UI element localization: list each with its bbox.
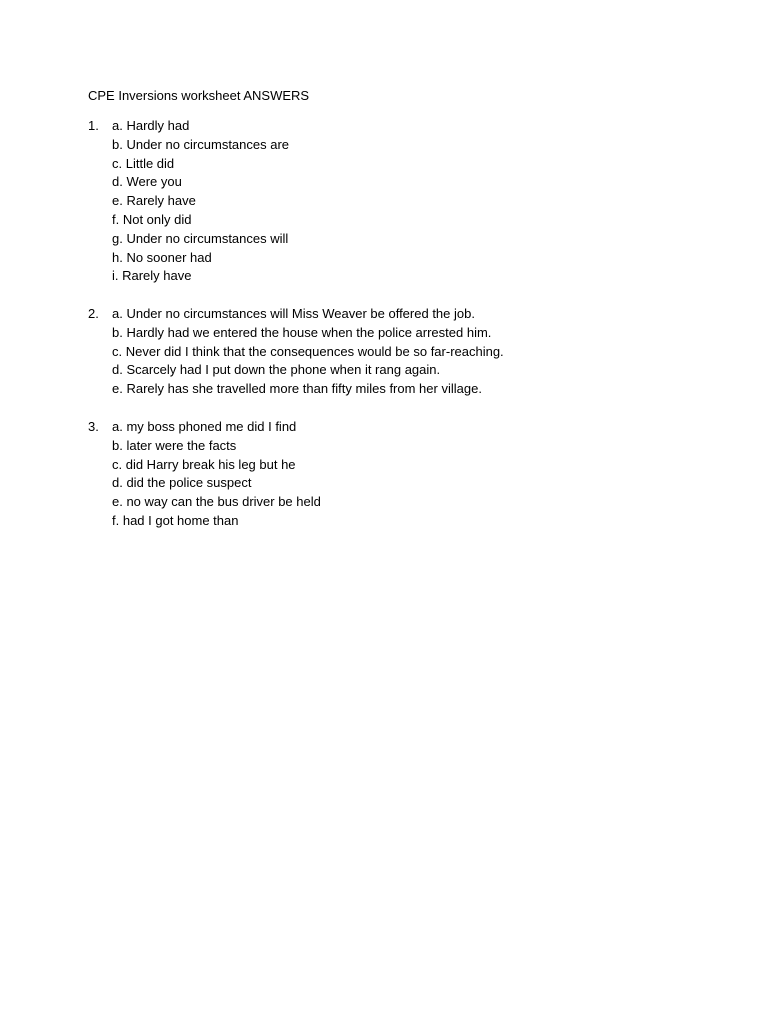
answer-item: b. later were the facts <box>112 437 237 453</box>
answer-item: b. Hardly had we entered the house when the police arrested him. <box>112 324 492 340</box>
answer-item: b. Under no circumstances are <box>112 136 290 152</box>
answer-item: d. Scarcely had I put down the phone when it rang again. <box>112 362 441 378</box>
answer-item: d. Were you <box>112 174 182 190</box>
answer-list <box>112 305 504 399</box>
answer-item: g. Under no circumstances will <box>112 230 289 246</box>
document-title: CPE Inversions worksheet ANSWERS <box>88 88 310 103</box>
answer-item: e. no way can the bus driver be held <box>112 494 321 510</box>
section-number: 3. <box>88 419 99 434</box>
answer-item: e. Rarely has she travelled more than fifty miles from her village. <box>112 381 482 397</box>
answer-item: d. did the police suspect <box>112 475 252 491</box>
answer-item: c. Little did <box>112 155 175 171</box>
answer-item: f. Not only did <box>112 211 192 227</box>
answer-item: a. Hardly had <box>112 118 190 133</box>
answer-item: c. did Harry break his leg but he <box>112 456 296 472</box>
answer-list <box>112 117 289 286</box>
answer-item: c. Never did I think that the consequences would be so far-reaching. <box>112 343 504 359</box>
answer-item: i. Rarely have <box>112 268 192 284</box>
answer-item: a. Under no circumstances will Miss Weaver be offered the job. <box>112 306 475 321</box>
answer-item: e. Rarely have <box>112 193 196 209</box>
section-number: 2. <box>88 306 99 321</box>
answer-item: h. No sooner had <box>112 249 212 265</box>
section-number: 1. <box>88 118 99 133</box>
answer-list <box>112 418 321 531</box>
answer-item: a. my boss phoned me did I find <box>112 419 297 434</box>
answer-item: f. had I got home than <box>112 512 239 528</box>
